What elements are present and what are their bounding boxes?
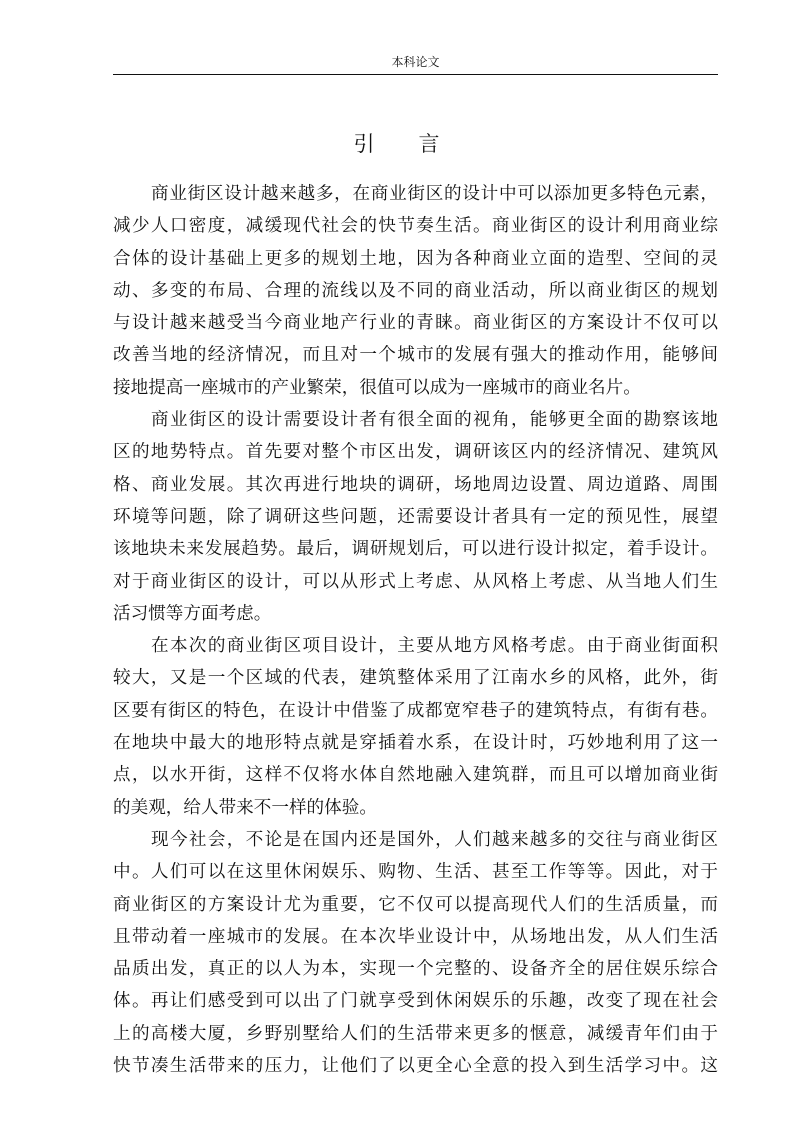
text-line: 中。人们可以在这里休闲娱乐、购物、生活、甚至工作等等。因此，对于 bbox=[113, 862, 718, 883]
text-line: 商业街区设计越来越多，在商业街区的设计中可以添加更多特色元素， bbox=[151, 184, 718, 204]
text-line: 体。再让们感受到可以出了门就享受到休闲娱乐的乐趣，改变了现在社会 bbox=[113, 991, 718, 1012]
paragraph bbox=[113, 404, 718, 630]
section-title: 引言 bbox=[353, 132, 484, 156]
text-line: 动、多变的布局、合理的流线以及不同的商业活动，所以商业街区的规划 bbox=[113, 280, 718, 301]
text-line: 快节凑生活带来的压力，让他们了以更全心全意的投入到生活学习中。这 bbox=[113, 1056, 718, 1077]
header-text: 本科论文 bbox=[391, 55, 440, 69]
text-line: 改善当地的经济情况，而且对一个城市的发展有强大的推动作用，能够间 bbox=[113, 345, 718, 366]
text-line: 该地块未来发展趋势。最后，调研规划后，可以进行设计拟定，着手设计。 bbox=[113, 539, 718, 560]
text-line: 接地提高一座城市的产业繁荣，很值可以成为一座城市的商业名片。 bbox=[113, 377, 641, 398]
document-body bbox=[113, 178, 718, 1077]
text-line: 点，以水开街，这样不仅将水体自然地融入建筑群，而且可以增加商业街 bbox=[113, 765, 718, 786]
paragraph bbox=[113, 178, 718, 404]
text-line: 品质出发，真正的以人为本，实现一个完整的、设备齐全的居住娱乐综合 bbox=[113, 959, 718, 980]
text-line: 对于商业街区的设计，可以从形式上考虑、从风格上考虑、从当地人们生 bbox=[113, 571, 718, 592]
text-line: 环境等问题，除了调研这些问题，还需要设计者具有一定的预见性，展望 bbox=[113, 506, 718, 527]
text-line: 减少人口密度，减缓现代社会的快节奏生活。商业街区的设计利用商业综 bbox=[113, 216, 718, 237]
paragraph bbox=[113, 630, 718, 824]
page-header bbox=[113, 50, 718, 75]
text-line: 较大，又是一个区域的代表，建筑整体采用了江南水乡的风格，此外，街 bbox=[113, 668, 718, 689]
text-line: 格、商业发展。其次再进行地块的调研，场地周边设置、周边道路、周围 bbox=[113, 474, 718, 495]
text-line: 且带动着一座城市的发展。在本次毕业设计中，从场地出发，从人们生活 bbox=[113, 926, 718, 947]
text-line: 活习惯等方面考虑。 bbox=[113, 603, 272, 624]
text-line: 商业街区的方案设计尤为重要，它不仅可以提高现代人们的生活质量，而 bbox=[113, 894, 718, 915]
text-line: 在地块中最大的地形特点就是穿插着水系，在设计时，巧妙地利用了这一 bbox=[113, 733, 718, 754]
text-line: 的美观，给人带来不一样的体验。 bbox=[113, 797, 377, 818]
text-line: 上的高楼大厦，乡野别墅给人们的生活带来更多的惬意，减缓青年们由于 bbox=[113, 1023, 718, 1044]
text-line: 现今社会，不论是在国内还是国外，人们越来越多的交往与商业街区 bbox=[151, 829, 718, 850]
text-line: 在本次的商业街区项目设计，主要从地方风格考虑。由于商业街面积 bbox=[151, 636, 718, 657]
text-line: 区要有街区的特色，在设计中借鉴了成都宽窄巷子的建筑特点，有街有巷。 bbox=[113, 700, 718, 721]
paragraph bbox=[113, 824, 718, 1082]
text-line: 合体的设计基础上更多的规划土地，因为各种商业立面的造型、空间的灵 bbox=[113, 248, 718, 269]
text-line: 与设计越来越受当今商业地产行业的青睐。商业街区的方案设计不仅可以 bbox=[113, 313, 718, 334]
text-line: 区的地势特点。首先要对整个市区出发，调研该区内的经济情况、建筑风 bbox=[113, 442, 718, 463]
text-line: 商业街区的设计需要设计者有很全面的视角，能够更全面的勘察该地 bbox=[151, 410, 718, 431]
